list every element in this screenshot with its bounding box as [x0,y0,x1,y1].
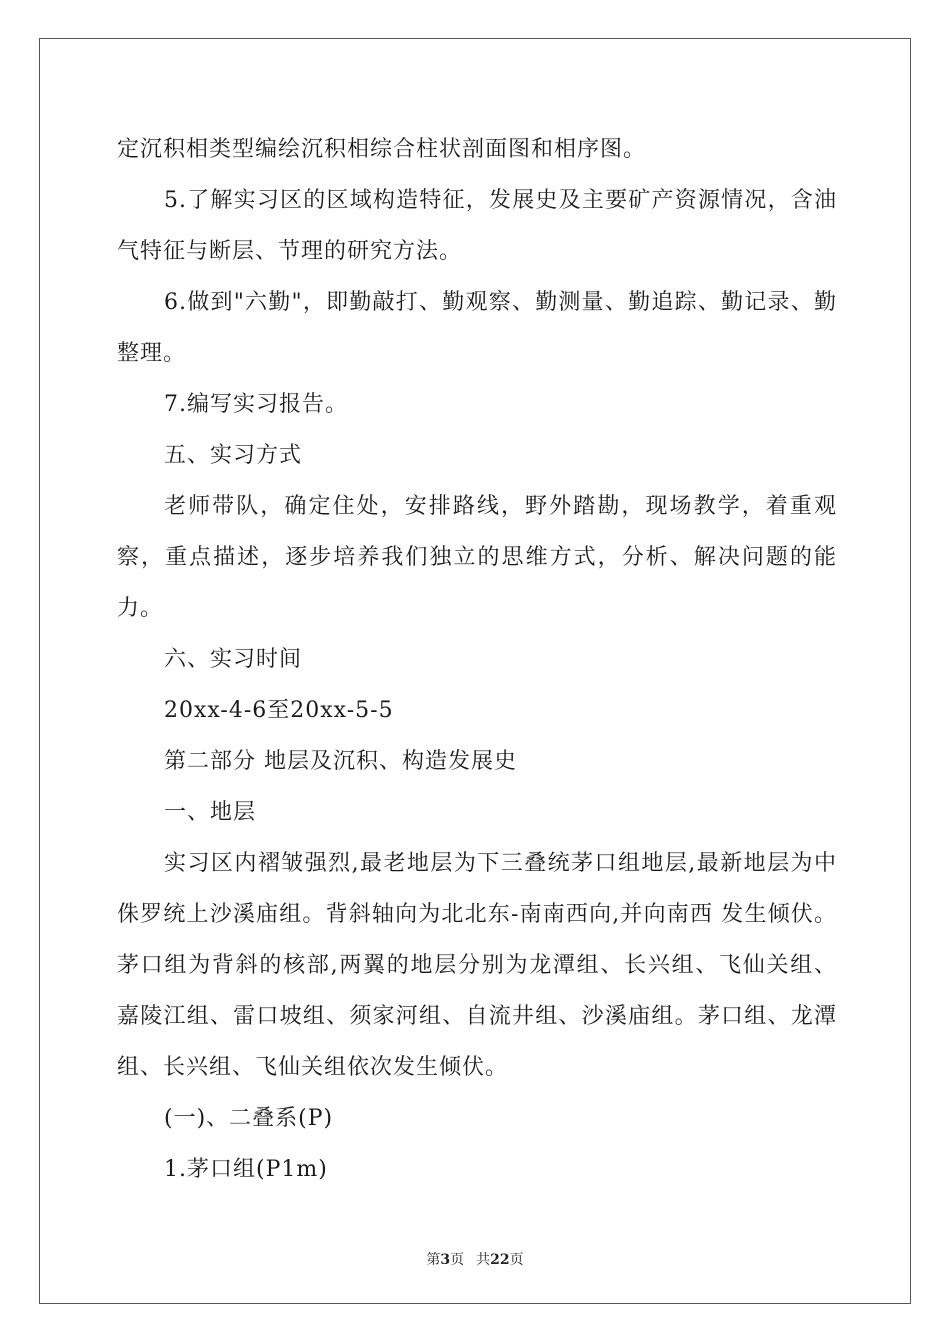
paragraph: 定沉积相类型编绘沉积相综合柱状剖面图和相序图。 [117,137,647,162]
document-body [117,124,837,1195]
page-footer [0,1249,950,1269]
paragraph: 实习区内褶皱强烈,最老地层为下三叠统茅口组地层,最新地层为中侏罗统上沙溪庙组。背斜轴向为北北东-南南西向,并向南西 发生倾伏。茅口组为背斜的核部,两翼的地层分别为龙潭组、长兴组、飞仙关组、 嘉陵江组、雷口坡组、须家河组、自流井组、沙溪庙组。茅口组、龙潭组、长兴组、飞仙关组依次发生倾伏。 [117,851,837,1080]
page-prefix: 第 [426,1252,441,1268]
page-suffix: 页 [450,1252,465,1268]
paragraph: 老师带队，确定住处，安排路线，野外踏勘，现场教学，着重观察，重点描述，逐步培养我们独立的思维方式，分析、解决问题的能力。 [117,494,837,621]
total-pages: 22 [490,1252,510,1268]
section-heading: 第二部分 地层及沉积、构造发展史 [164,749,517,774]
paragraph: 6.做到"六勤"，即勤敲打、勤观察、勤测量、勤追踪、勤记录、勤整理。 [117,290,837,366]
page-number: 3 [440,1252,451,1268]
paragraph: 20xx-4-6至20xx-5-5 [164,698,394,723]
section-heading: 一、地层 [164,800,257,825]
total-suffix: 页 [509,1252,524,1268]
paragraph: 7.编写实习报告。 [164,392,348,417]
subsection-heading: 1.茅口组(P1m) [164,1157,328,1182]
section-heading: 五、实习方式 [164,443,303,468]
total-prefix: 共 [476,1252,491,1268]
paragraph: 5.了解实习区的区域构造特征，发展史及主要矿产资源情况，含油气特征与断层、节理的研究方法。 [117,188,837,264]
section-heading: 六、实习时间 [164,647,303,672]
subsection-heading: (一)、二叠系(P) [164,1106,334,1131]
